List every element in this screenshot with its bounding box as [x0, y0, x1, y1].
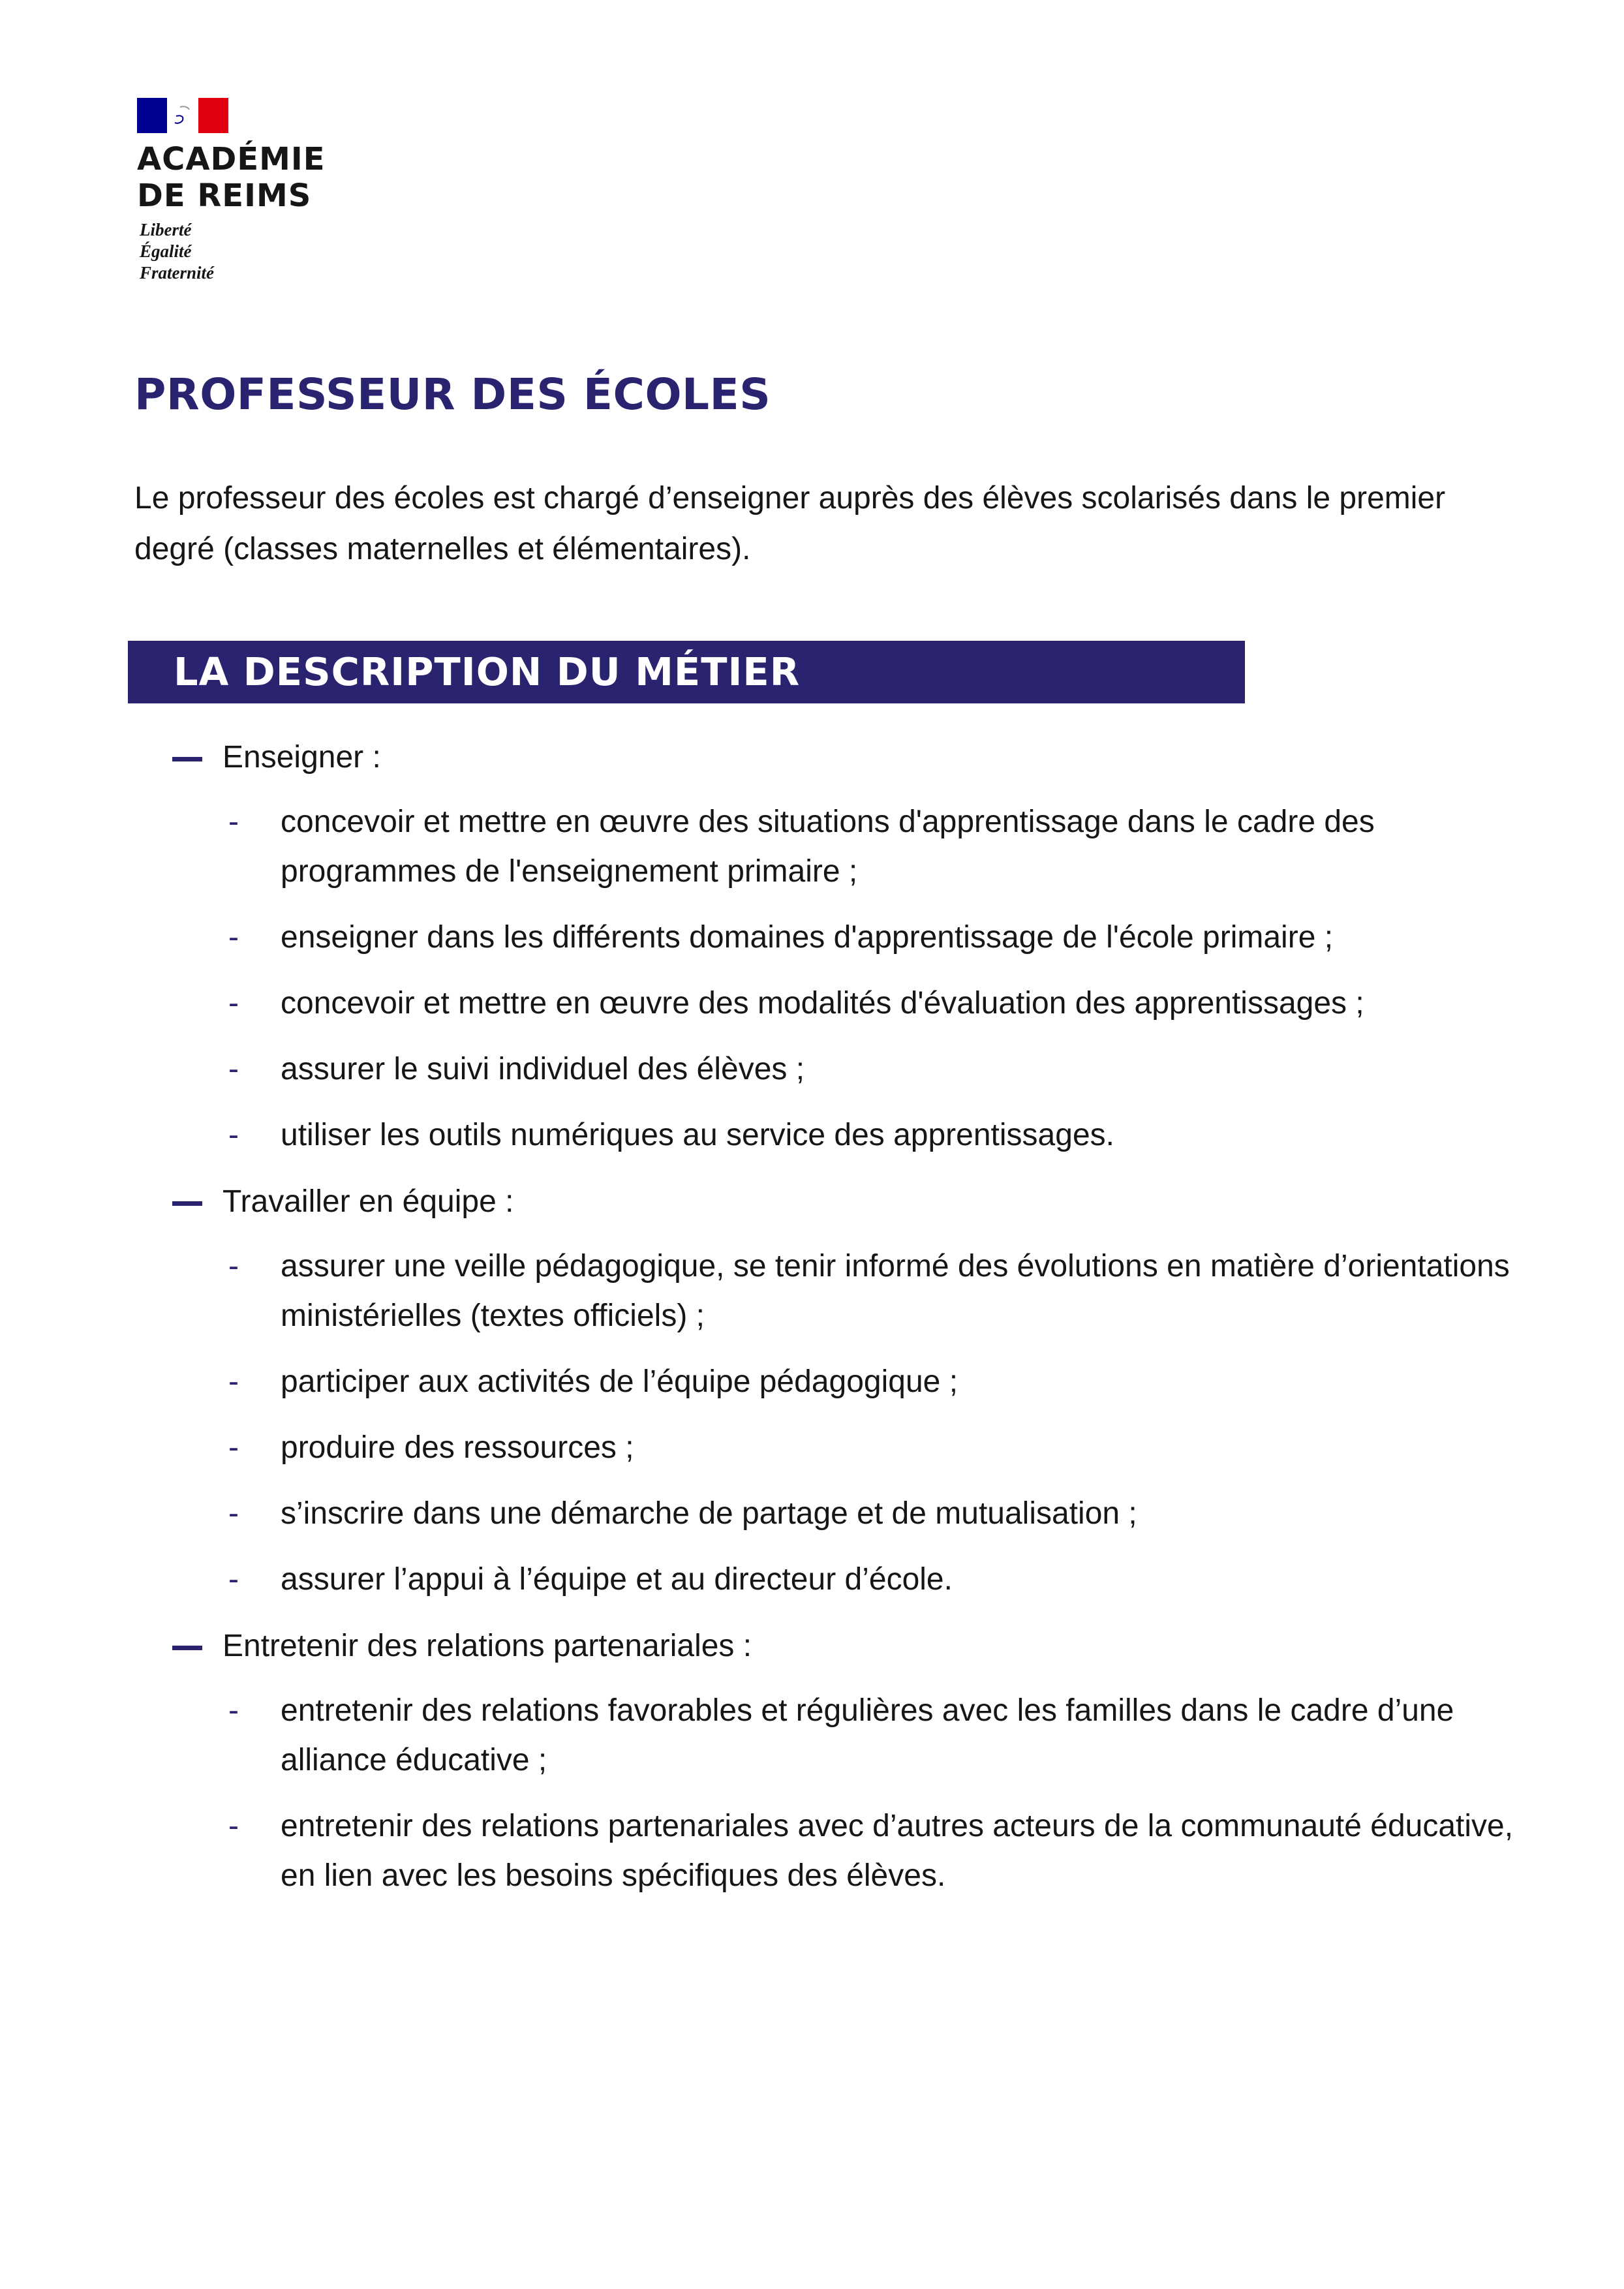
marianne-flag-icon [137, 98, 228, 133]
intro-paragraph: Le professeur des écoles est chargé d’enseigner auprès des élèves scolarisés dans le premier degré (classes maternelles et élémentaires). [134, 481, 1446, 566]
group-label: Enseigner : [222, 740, 381, 775]
list-item [0, 1423, 1514, 1473]
group-heading [0, 1176, 1624, 1227]
list-item-text: concevoir et mettre en œuvre des situations d'apprentissage dans le cadre des programmes de l'enseignement primaire ; [281, 805, 1375, 889]
list-item [0, 913, 1514, 962]
motto-egalite: Égalité [140, 241, 192, 261]
list-item [0, 1242, 1514, 1341]
section-banner [128, 641, 1245, 703]
hyphen-bullet-icon: - [228, 986, 239, 1021]
list-item [0, 1111, 1514, 1160]
group-enseigner [0, 732, 1624, 1160]
list-item [0, 1357, 1514, 1407]
hyphen-bullet-icon: - [228, 1249, 239, 1283]
list-item [0, 1045, 1514, 1094]
list-item-text: s’inscrire dans une démarche de partage et de mutualisation ; [281, 1496, 1137, 1531]
list-item-text: assurer une veille pédagogique, se tenir informé des évolutions en matière d’orientations ministérielles (textes officiels) ; [281, 1249, 1510, 1333]
list-item [0, 1489, 1514, 1539]
hyphen-bullet-icon: - [228, 1809, 239, 1843]
em-dash-bullet-icon [172, 757, 202, 761]
em-dash-bullet-icon [172, 1201, 202, 1206]
group-heading [0, 1621, 1624, 1672]
list-item-text: assurer l’appui à l’équipe et au directeur d’école. [281, 1562, 953, 1597]
page-title: PROFESSEUR DES ÉCOLES [134, 369, 771, 420]
hyphen-bullet-icon: - [228, 1562, 239, 1597]
republic-motto [140, 219, 214, 284]
list-item-text: utiliser les outils numériques au service des apprentissages. [281, 1118, 1114, 1152]
list-item-text: produire des ressources ; [281, 1430, 634, 1465]
motto-fraternite: Fraternité [140, 263, 215, 283]
academie-name-line2: DE REIMS [137, 177, 312, 214]
group-travailler-en-equipe [0, 1176, 1624, 1605]
hyphen-bullet-icon: - [228, 1118, 239, 1152]
list-item [0, 1686, 1514, 1785]
list-item [0, 1555, 1514, 1605]
list-item-text: entretenir des relations favorables et régulières avec les familles dans le cadre d’une alliance éducative ; [281, 1693, 1454, 1777]
job-description-list [0, 732, 1624, 1917]
hyphen-bullet-icon: - [228, 920, 239, 955]
academie-name-line1: ACADÉMIE [137, 141, 326, 177]
group-label: Travailler en équipe : [222, 1184, 514, 1219]
group-heading [0, 732, 1624, 783]
group-label: Entretenir des relations partenariales : [222, 1629, 752, 1663]
list-item-text: assurer le suivi individuel des élèves ; [281, 1052, 805, 1086]
hyphen-bullet-icon: - [228, 1364, 239, 1399]
list-item-text: enseigner dans les différents domaines d'apprentissage de l'école primaire ; [281, 920, 1334, 955]
list-item-text: concevoir et mettre en œuvre des modalités d'évaluation des apprentissages ; [281, 986, 1364, 1021]
hyphen-bullet-icon: - [228, 1430, 239, 1465]
hyphen-bullet-icon: - [228, 1052, 239, 1086]
em-dash-bullet-icon [172, 1646, 202, 1650]
list-item-text: entretenir des relations partenariales avec d’autres acteurs de la communauté éducative, en lien avec les besoins spécifiques des élèves. [281, 1809, 1514, 1893]
motto-liberte: Liberté [140, 220, 192, 239]
hyphen-bullet-icon: - [228, 1496, 239, 1531]
hyphen-bullet-icon: - [228, 805, 239, 839]
section-title: LA DESCRIPTION DU MÉTIER [174, 649, 801, 694]
group-relations-partenariales [0, 1621, 1624, 1901]
academie-name [137, 141, 359, 214]
list-item [0, 1802, 1514, 1901]
marianne-profile-icon [157, 99, 209, 132]
academie-logo [137, 98, 359, 294]
hyphen-bullet-icon: - [228, 1693, 239, 1728]
list-item-text: participer aux activités de l’équipe pédagogique ; [281, 1364, 958, 1399]
list-item [0, 797, 1514, 897]
list-item [0, 979, 1514, 1028]
